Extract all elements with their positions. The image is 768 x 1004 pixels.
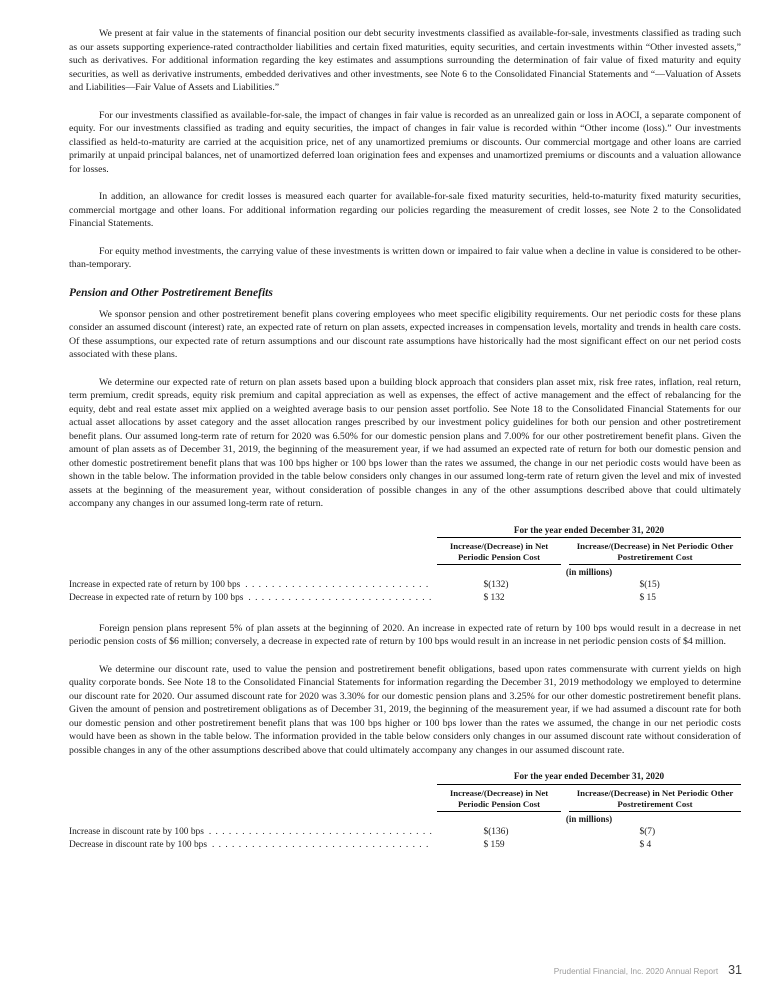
- row-label-text: Decrease in discount rate by 100 bps: [69, 840, 207, 851]
- dot-leader: [209, 826, 433, 840]
- units-label: (in millions): [565, 814, 613, 825]
- cell-pension-cost: $ 132: [483, 593, 505, 604]
- cell-postretirement-cost: $(7): [639, 826, 656, 837]
- cell-pension-cost: $(136): [483, 826, 509, 837]
- cell-postretirement-cost: $(15): [639, 579, 660, 590]
- row-label: [69, 826, 437, 840]
- row-label: [69, 579, 437, 593]
- page-footer: [554, 963, 742, 977]
- cell-pension-cost: $(132): [483, 579, 509, 590]
- section-heading-pension: Pension and Other Postretirement Benefits: [69, 286, 273, 299]
- cell-postretirement-cost: $ 15: [639, 593, 656, 604]
- paragraph-expected-return: We determine our expected rate of return on plan assets based upon a building block approach that considers plan asset mix, risk free rates, inflation, real return, term premium, credit spreads, equity risk premium and capital appreciation as well as expenses, the effect of active management and the effect of rebalancing for the equity, debt and real estate asset mix applied on a weighted average basis to our pension asset portfolio. See Note 18 to the Consolidated Financial Statements for our actual asset allocations by asset category and the asset allocation ranges prescribed by our investment policy guidelines for both our pension and other postretirement benefit plans. Our assumed long-term rate of return for 2020 was 6.50% for our domestic pension plans and 7.00% for our other postretirement benefit plans. Given the amount of plan assets as of December 31, 2019, the beginning of the measurement year, if we had assumed an expected rate of return for both our domestic pension and other domestic postretirement benefit plans that was 100 bps higher or 100 bps lower than the rates we assumed, the change in our net periodic costs would have been as shown in the table below. The information provided in the table below considers only changes in our assumed long-term rate of return given the level and mix of invested assets at the beginning of the measurement year, without consideration of possible changes in any of the other assumptions described above that could ultimately accompany any changes in our assumed long-term rate of return.: [69, 376, 741, 509]
- dot-leader: [248, 592, 433, 606]
- return-sensitivity-table: [69, 525, 741, 606]
- paragraph-fair-value: We present at fair value in the statements of financial position our debt security investments classified as available-for-sale, investments classified as trading such as our assets supporting experience-rated contractholder liabilities and certain fixed maturities, equity securities, and certain investments within “Other invested assets,” such as derivatives. For additional information regarding the key estimates and assumptions surrounding the determination of fair value of fixed maturity and equity securities, as well as derivative instruments, embedded derivatives and other investments, see Note 6 to the Consolidated Financial Statements and “—Valuation of Assets and Liabilities—Fair Value of Assets and Liabilities.”: [69, 28, 741, 93]
- report-title: Prudential Financial, Inc. 2020 Annual Report: [553, 967, 719, 976]
- page-number: 31: [728, 963, 742, 977]
- row-label-text: Increase in expected rate of return by 100 bps: [69, 579, 241, 590]
- row-label-text: Decrease in expected rate of return by 100 bps: [69, 593, 244, 604]
- table-caption: For the year ended December 31, 2020: [437, 771, 741, 785]
- dot-leader: [212, 839, 433, 853]
- row-label-text: Increase in discount rate by 100 bps: [69, 826, 204, 837]
- column-header-pension-cost: Increase/(Decrease) in Net Periodic Pension Cost: [437, 785, 561, 812]
- column-header-postretirement-cost: Increase/(Decrease) in Net Periodic Other Postretirement Cost: [569, 538, 741, 565]
- paragraph-equity-method: For equity method investments, the carrying value of these investments is written down or impaired to fair value when a decline in value is considered to be other-than-temporary.: [69, 245, 741, 270]
- column-header-postretirement-cost: Increase/(Decrease) in Net Periodic Other Postretirement Cost: [569, 785, 741, 812]
- paragraph-credit-losses: In addition, an allowance for credit losses is measured each quarter for available-for-sale fixed maturity securities, held-to-maturity fixed maturity securities, commercial mortgage and other loans. For additional information regarding our policies regarding the measurement of credit losses, see Note 2 to the Consolidated Financial Statements.: [69, 191, 741, 229]
- paragraph-plan-sponsorship: We sponsor pension and other postretirement benefit plans covering employees who meet specific eligibility requirements. Our net periodic costs for these plans consider an assumed discount (interest) rate, an expected rate of return on plan assets, expected increases in compensation levels, mortality and trends in health care costs. Of these assumptions, our expected rate of return assumptions and our discount rate assumptions have historically had the most significant effect on our net period costs associated with these plans.: [69, 308, 741, 360]
- row-label: [69, 839, 437, 853]
- row-label: [69, 592, 437, 606]
- column-header-pension-cost: Increase/(Decrease) in Net Periodic Pension Cost: [437, 538, 561, 565]
- cell-pension-cost: $ 159: [483, 840, 505, 851]
- table-caption: For the year ended December 31, 2020: [437, 525, 741, 539]
- paragraph-discount-rate: We determine our discount rate, used to value the pension and postretirement benefit obligations, based upon rates commensurate with current yields on high quality corporate bonds. See Note 18 to the Consolidated Financial Statements for information regarding the December 31, 2019 methodology we employed to determine our discount rate for 2020. Our assumed discount rate for 2020 was 3.30% for our domestic pension plans and 3.25% for our other domestic postretirement benefit plans. Given the amount of pension and postretirement obligations as of December 31, 2019, the beginning of the measurement year, if we had assumed a discount rate for both our domestic pension and other postretirement benefit plans that was 100 bps higher or 100 bps lower than the rates we assumed, the change in our net periodic costs would have been as shown in the table below. The information provided in the table below considers only changes in our assumed discount rate without consideration of possible changes in any of the other assumptions described above that could ultimately accompany any changes in our assumed discount rate.: [69, 663, 741, 756]
- units-label: (in millions): [565, 567, 613, 578]
- cell-postretirement-cost: $ 4: [639, 840, 652, 851]
- discount-sensitivity-table: [69, 771, 741, 852]
- page-body: [69, 27, 741, 853]
- paragraph-afs-impact: For our investments classified as available-for-sale, the impact of changes in fair value is recorded as an unrealized gain or loss in AOCI, a separate component of equity. For our investments classified as trading and equity securities, the impact of changes in fair value is recorded within “Other income (loss).” Our investments classified as held-to-maturity are carried at the acquisition price, net of any unamortized premiums or discounts. Our commercial mortgage and other loans are carried primarily at unpaid principal balances, net of unamortized deferred loan origination fees and expenses and unamortized premiums or discounts and a valuation allowance for losses.: [69, 109, 741, 175]
- dot-leader: [245, 579, 433, 593]
- paragraph-foreign-pension: Foreign pension plans represent 5% of plan assets at the beginning of 2020. An increase in expected rate of return by 100 bps would result in a decrease in net periodic pension costs of $6 million; conversely, a decrease in expected rate of return by 100 bps would result in an increase in net periodic pension costs of $4 million.: [69, 622, 741, 648]
